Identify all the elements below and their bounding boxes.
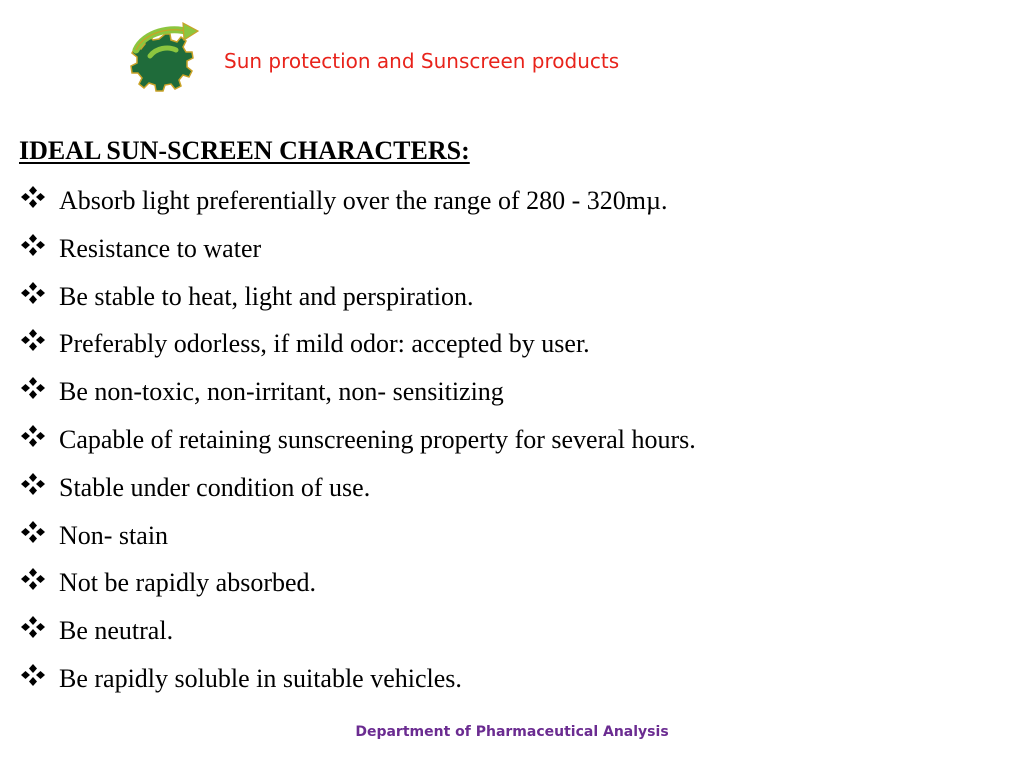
list-item-text: Be stable to heat, light and perspiration.: [59, 281, 474, 311]
list-item-text: Absorb light preferentially over the range of 280 - 320mµ.: [59, 186, 668, 215]
list-item-text: Capable of retaining sunscreening property for several hours.: [59, 424, 696, 454]
diamond-bullet-icon: [20, 281, 46, 305]
list-item-text: Preferably odorless, if mild odor: accepted by user.: [59, 329, 590, 359]
list-item: [20, 421, 696, 469]
diamond-bullet-icon: [20, 376, 46, 400]
list-item-text: Not be rapidly absorbed.: [59, 568, 317, 598]
diamond-bullet-icon: [20, 424, 46, 448]
list-item: [20, 325, 696, 373]
list-item: [20, 182, 696, 230]
list-item-text: Be neutral.: [59, 616, 174, 646]
list-item: [20, 278, 696, 326]
diamond-bullet-icon: [20, 472, 46, 496]
list-item: [20, 230, 696, 278]
diamond-bullet-icon: [20, 615, 46, 639]
header-title: Sun protection and Sunscreen products: [224, 49, 620, 73]
characters-list: [20, 182, 696, 708]
diamond-bullet-icon: [20, 663, 46, 687]
list-item: [20, 564, 696, 612]
list-item: [20, 517, 696, 565]
list-item: [20, 373, 696, 421]
list-item-text: Be rapidly soluble in suitable vehicles.: [59, 663, 462, 693]
list-item-text: Stable under condition of use.: [59, 472, 371, 502]
diamond-bullet-icon: [20, 567, 46, 591]
list-item-text: Resistance to water: [59, 233, 262, 263]
list-item-text: Be non-toxic, non-irritant, non- sensitizing: [59, 377, 504, 407]
diamond-bullet-icon: [20, 520, 46, 544]
gear-arrow-logo-icon: [128, 22, 202, 100]
list-item: [20, 469, 696, 517]
list-item-text: Non- stain: [59, 520, 169, 550]
diamond-bullet-icon: [20, 233, 46, 257]
list-item: [20, 660, 696, 708]
section-heading: IDEAL SUN-SCREEN CHARACTERS:: [19, 136, 470, 165]
diamond-bullet-icon: [20, 328, 46, 352]
diamond-bullet-icon: [20, 185, 46, 209]
footer-department: Department of Pharmaceutical Analysis: [355, 724, 669, 740]
list-item: [20, 612, 696, 660]
